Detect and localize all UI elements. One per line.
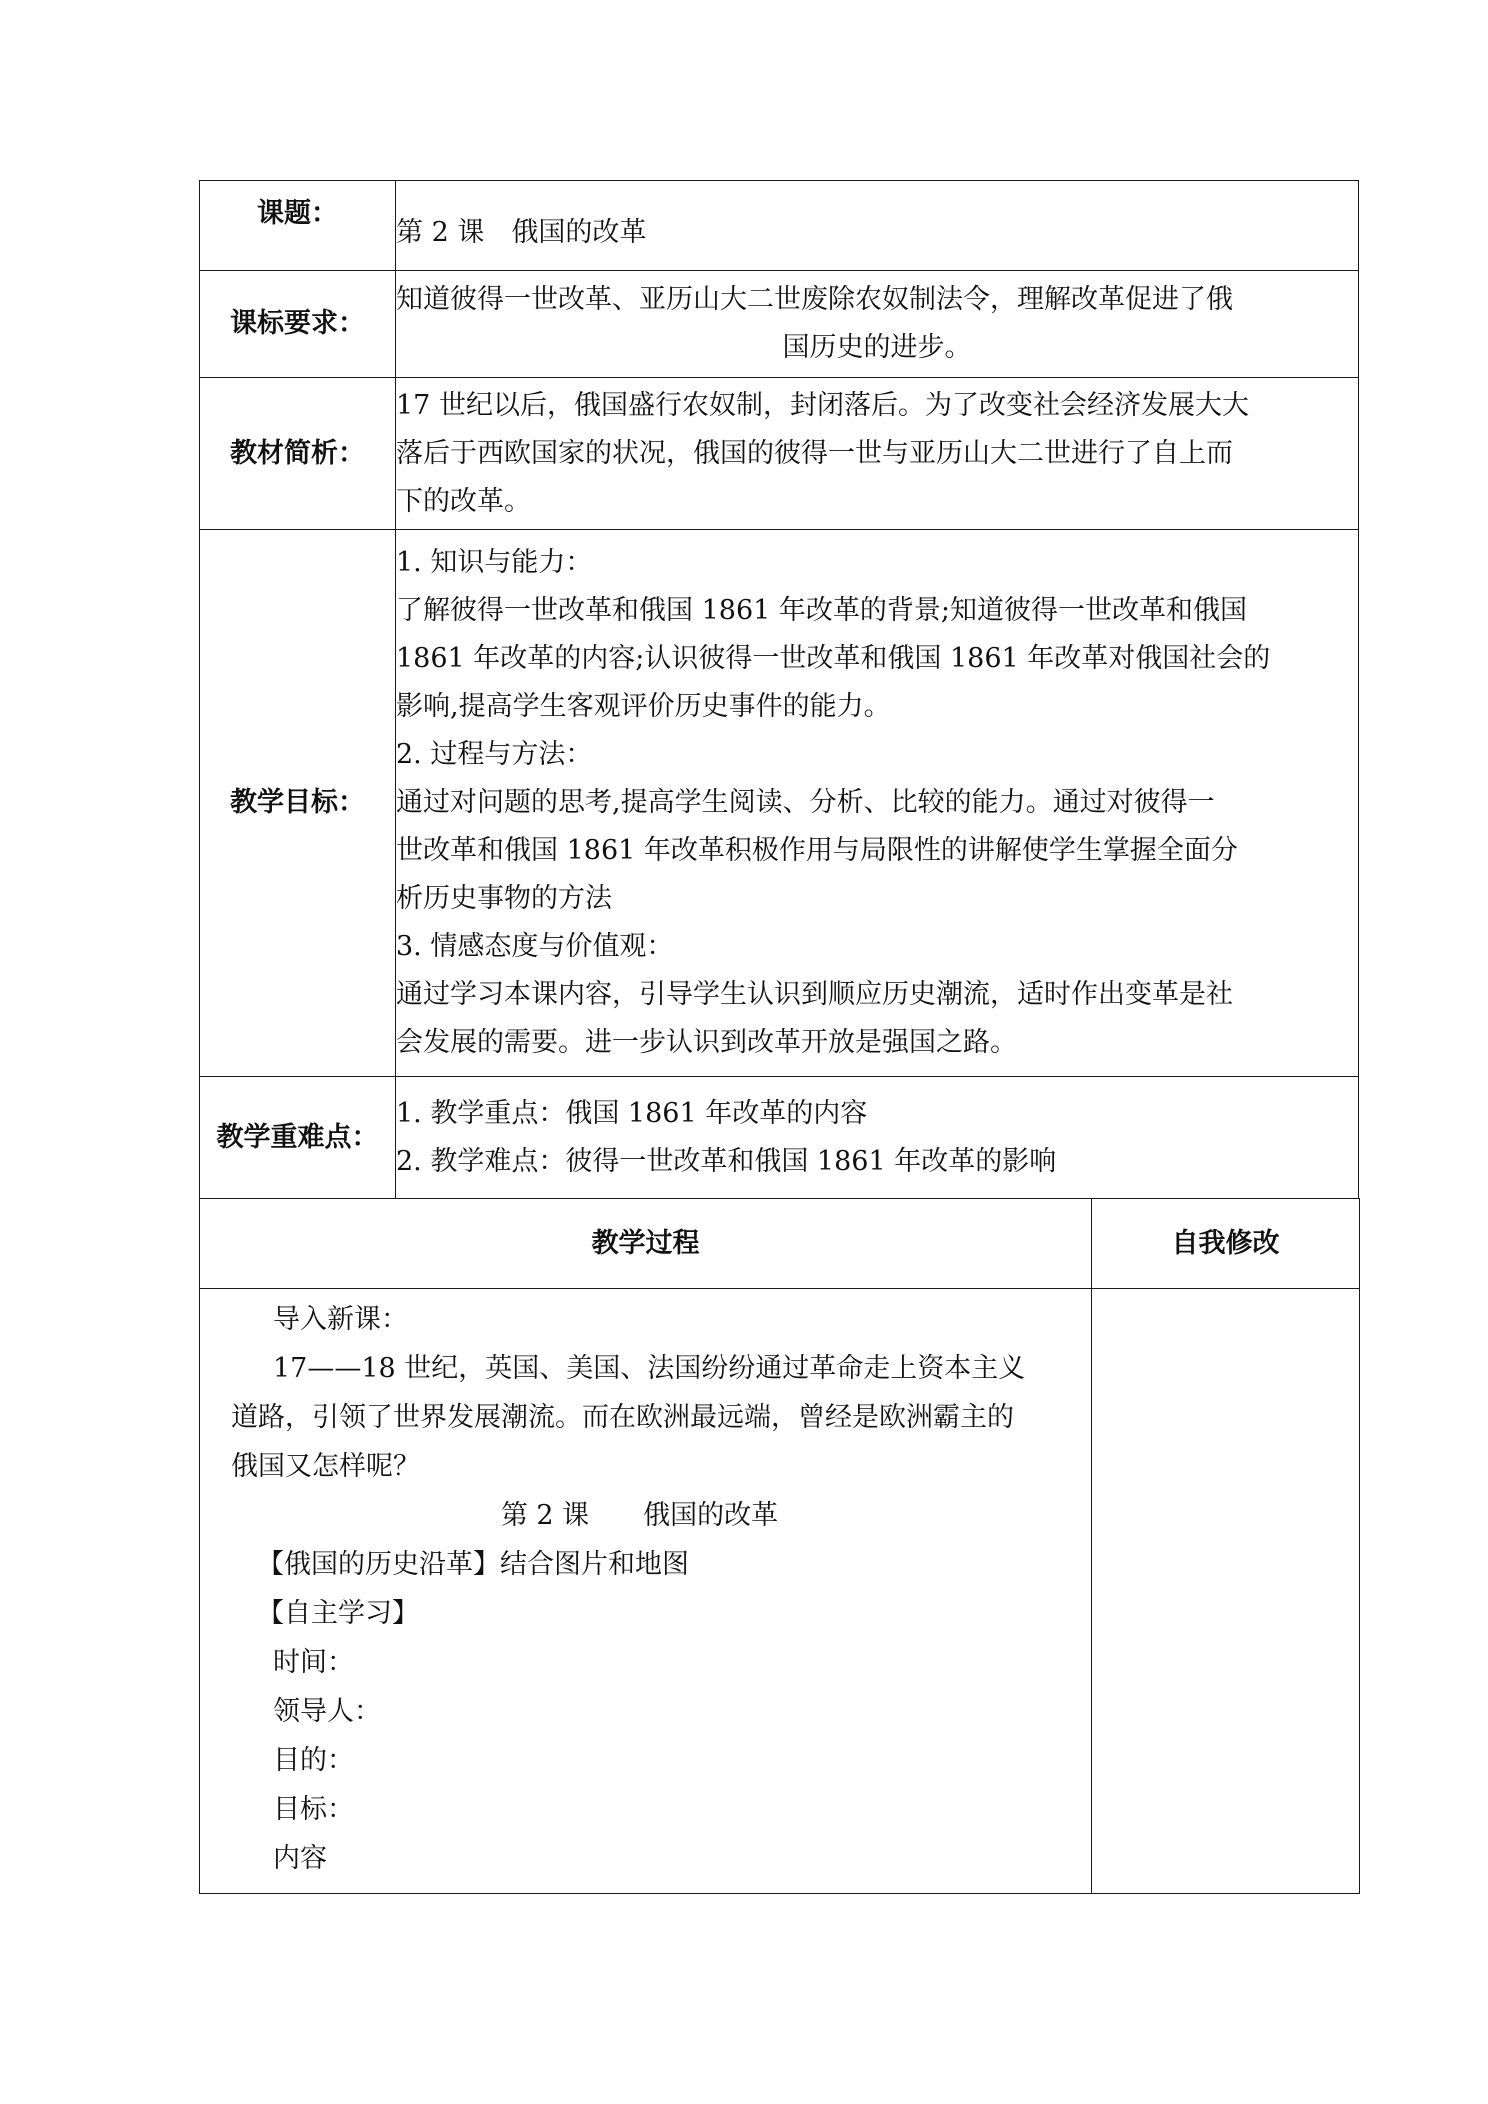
field-content: 内容: [273, 1843, 327, 1874]
row-keypoints: [200, 1077, 1359, 1199]
keypoints-value: 1. 教学重点：俄国 1861 年改革的内容 2. 教学难点：彼得一世改革和俄国 1861 年改革的影响: [396, 1077, 1359, 1199]
lesson-title: 第 2 课 俄国的改革: [500, 1500, 779, 1531]
field-leader: 领导人：: [273, 1696, 381, 1727]
section-history: 【俄国的历史沿革】结合图片和地图: [257, 1549, 689, 1580]
standard-value: 知道彼得一世改革、亚历山大二世废除农奴制法令，理解改革促进了俄 国历史的进步。: [396, 271, 1359, 378]
keypoints-label: 教学重难点：: [200, 1077, 396, 1199]
process-content: [200, 1289, 1092, 1894]
teaching-process-table: [199, 1198, 1360, 1894]
objectives-label: 教学目标：: [200, 530, 396, 1077]
analysis-value: 17 世纪以后，俄国盛行农奴制，封闭落后。为了改变社会经济发展大大 落后于西欧国家的状况，俄国的彼得一世与亚历山大二世进行了自上而 下的改革。: [396, 378, 1359, 530]
section-self-study: 【自主学习】: [257, 1598, 419, 1629]
standard-label: 课标要求：: [200, 271, 396, 378]
intro-line: 17——18 世纪，英国、美国、法国纷纷通过革命走上资本主义: [273, 1353, 1026, 1384]
intro-line: 俄国又怎样呢？: [231, 1451, 420, 1482]
process-header-right: 自我修改: [1092, 1199, 1360, 1289]
field-purpose: 目的：: [273, 1745, 354, 1776]
row-analysis: [200, 378, 1359, 530]
row-objectives: [200, 530, 1359, 1077]
process-header-left: 教学过程: [200, 1199, 1092, 1289]
process-header-row: [200, 1199, 1360, 1289]
field-time: 时间：: [273, 1647, 354, 1678]
lesson-info-table: [199, 180, 1359, 1199]
objectives-value: 1. 知识与能力： 了解彼得一世改革和俄国 1861 年改革的背景;知道彼得一世改革和俄国 1861 年改革的内容;认识彼得一世改革和俄国 1861 年改革对俄国社会的 影响,提高学生客观评价历史事件的能力。 2. 过程与方法： 通过对问题的思考,提高学生阅读、分析、比较的能力。通过对彼得一 世改革和俄国 1861 年改革积极作用与局限性的讲解使学生掌握全面分 析历史事物的方法 3. 情感态度与价值观： 通过学习本课内容，引导学生认识到顺应历史潮流，适时作出变革是社 会发展的需要。进一步认识到改革开放是强国之路。: [396, 530, 1359, 1077]
analysis-label: 教材简析：: [200, 378, 396, 530]
intro-label: 导入新课：: [273, 1304, 408, 1335]
topic-label: 课题：: [200, 181, 396, 271]
field-goal: 目标：: [273, 1794, 354, 1825]
process-body-row: [200, 1289, 1360, 1894]
row-topic: [200, 181, 1359, 271]
row-standard: [200, 271, 1359, 378]
topic-value: 第 2 课 俄国的改革: [396, 181, 1359, 271]
self-revision-cell: [1092, 1289, 1360, 1894]
intro-line: 道路，引领了世界发展潮流。而在欧洲最远端，曾经是欧洲霸主的: [231, 1402, 1014, 1433]
